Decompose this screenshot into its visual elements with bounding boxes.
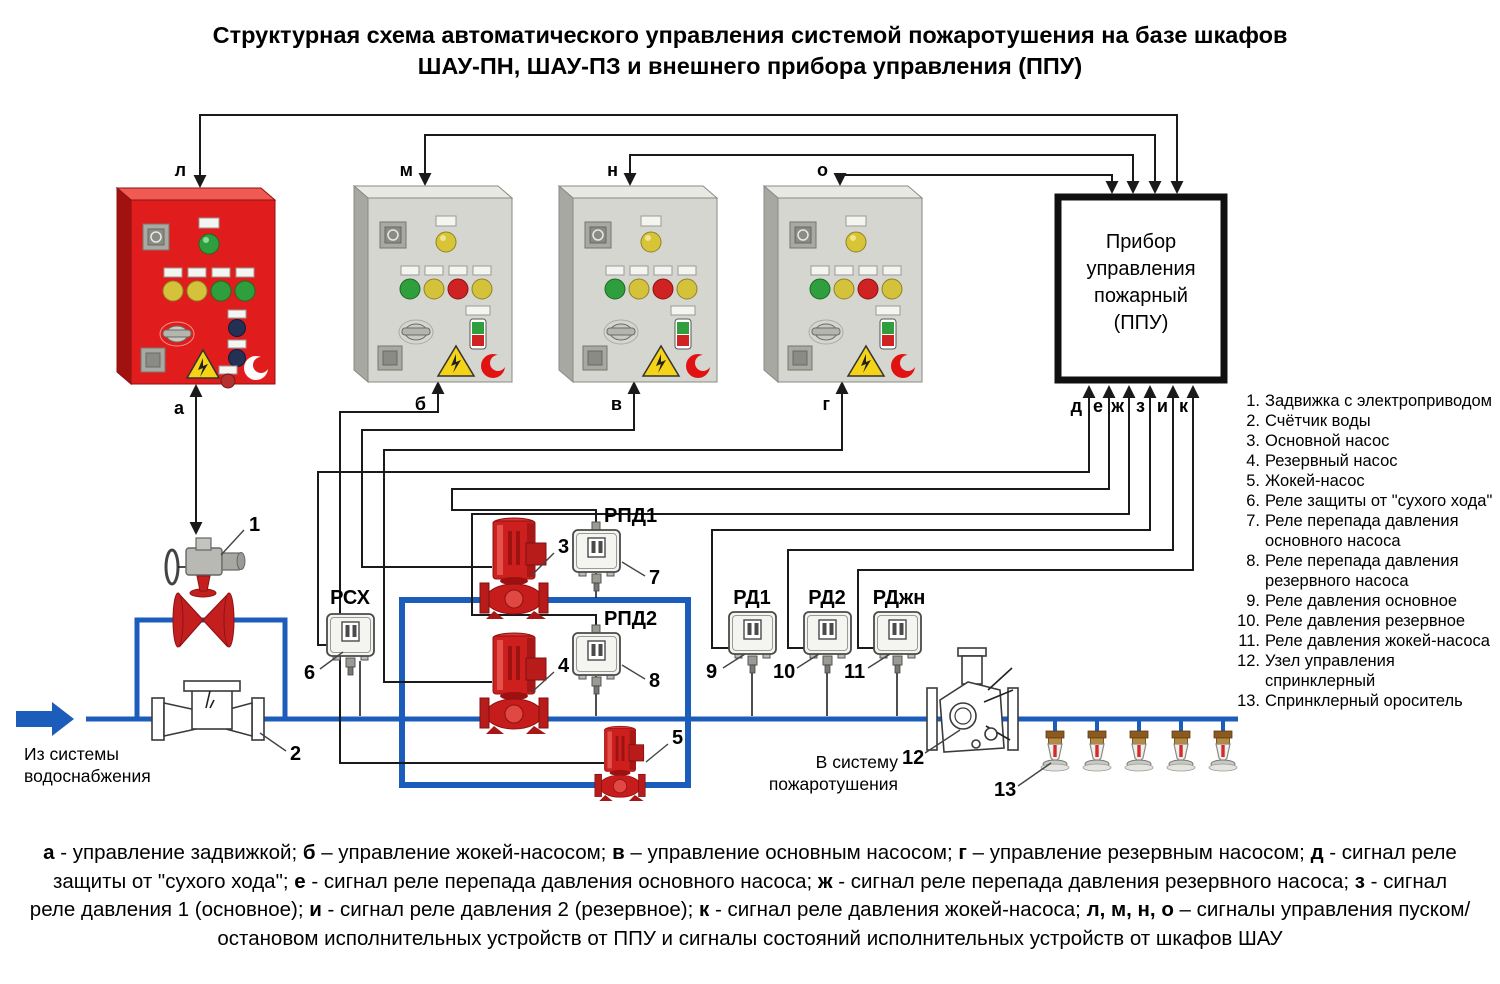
rsx-label: РСХ <box>330 587 370 609</box>
note-text: - сигнал реле перепада давления основного насоса; <box>305 869 818 893</box>
label-o: о <box>817 160 828 180</box>
legend-item-text: Спринклерный ороситель <box>1265 692 1463 710</box>
sprinkler-2 <box>1083 718 1111 771</box>
legend-item-text: Реле защиты от "сухого хода" <box>1265 492 1493 510</box>
legend-item-number: 4. <box>1246 452 1260 470</box>
to-fire-line-2: пожаротушения <box>768 774 898 794</box>
bottom-note <box>28 839 1472 953</box>
label-v: в <box>610 394 622 414</box>
legend-item-text: Узел управления спринклерный <box>1265 652 1395 690</box>
note-text: - сигнал реле защиты от "сухого хода"; <box>52 841 1457 893</box>
note-text: - сигнал реле давления 1 (основное); <box>29 869 1448 921</box>
ppu-line-3: пожарный <box>1094 285 1188 307</box>
callout-7: 7 <box>649 567 661 589</box>
legend-item-number: 1. <box>1246 392 1260 410</box>
label-l: л <box>174 160 186 180</box>
label-g: г <box>822 394 830 414</box>
legend-item-12 <box>1230 651 1494 691</box>
note-signal-letter: б <box>302 841 316 864</box>
note-signal-letter: е <box>294 869 306 893</box>
note-signal-letter: д <box>1310 841 1324 864</box>
legend-item-4 <box>1230 451 1494 471</box>
legend-item-number: 12. <box>1237 652 1260 670</box>
legend-item-text: Реле давления резервное <box>1265 612 1466 630</box>
legend-item-10 <box>1230 611 1494 631</box>
legend-item-5 <box>1230 471 1494 491</box>
legend-item-number: 11. <box>1238 632 1260 650</box>
legend-item-text: Реле перепада давления основного насоса <box>1265 512 1459 550</box>
label-k: к <box>1178 396 1188 416</box>
callout-8: 8 <box>649 670 661 692</box>
label-m: м <box>399 160 413 180</box>
note-signal-letter: к <box>699 898 710 921</box>
note-text: – управление жокей-насосом; <box>315 841 613 864</box>
callout-12: 12 <box>902 747 925 769</box>
note-text: – сигналы управления пуском/остановом исполнительных устройств от ППУ и сигналы состояний исполнительных устройств от шкафов ШАУ <box>217 898 1471 950</box>
legend-item-6 <box>1230 491 1494 511</box>
callout-4: 4 <box>558 655 570 677</box>
note-text: - сигнал реле давления 2 (резервное); <box>321 898 699 921</box>
title-line-2: ШАУ-ПН, ШАУ-ПЗ и внешнего прибора управления (ППУ) <box>417 53 1083 79</box>
title-line-1: Структурная схема автоматического управления системой пожаротушения на базе шкафов <box>212 22 1288 48</box>
to-fire-line-1: В систему <box>815 752 898 772</box>
wire-z-rd1 <box>712 387 1150 648</box>
rpd2-relay <box>573 608 657 694</box>
legend-item-text: Резервный насос <box>1265 452 1398 470</box>
legend-item-number: 7. <box>1246 512 1260 530</box>
sprinkler-5 <box>1209 718 1237 771</box>
label-b: б <box>414 394 426 414</box>
rpd1-label: РПД1 <box>604 505 658 527</box>
bus-line-m <box>425 135 1155 192</box>
rd1-label: РД1 <box>733 587 771 609</box>
cabinet-shau-b <box>354 186 512 382</box>
water-inlet-arrow <box>16 702 74 736</box>
sprinkler-4 <box>1167 718 1195 771</box>
note-text: – управление основным насосом; <box>624 841 959 864</box>
label-e: е <box>1092 396 1103 416</box>
note-text: - сигнал реле перепада давления резервного насоса; <box>832 869 1355 893</box>
callout-6: 6 <box>304 662 316 684</box>
legend-item-number: 13. <box>1237 692 1260 710</box>
motorized-valve <box>166 538 245 647</box>
legend <box>1230 391 1494 711</box>
rdzh-label: РДжн <box>872 587 926 609</box>
callout-10: 10 <box>773 661 796 683</box>
note-signal-letter: и <box>309 898 322 921</box>
callout-13: 13 <box>994 779 1017 801</box>
callout-2: 2 <box>290 743 302 765</box>
label-n: н <box>607 160 618 180</box>
ppu-line-4: (ППУ) <box>1113 312 1169 334</box>
note-text: – управление резервным насосом; <box>966 841 1311 864</box>
legend-item-text: Реле давления основное <box>1265 592 1458 610</box>
note-signal-letter: г <box>958 841 967 864</box>
rsx-relay <box>327 587 374 675</box>
from-water-line-2: водоснабжения <box>24 766 151 786</box>
cabinet-shau-v <box>559 186 717 382</box>
legend-item-number: 8. <box>1246 552 1260 570</box>
legend-item-11 <box>1230 631 1494 651</box>
legend-item-2 <box>1230 411 1494 431</box>
note-text: - сигнал реле давления жокей-насоса; <box>709 898 1087 921</box>
ppu-box <box>1058 197 1224 380</box>
legend-item-text: Основной насос <box>1265 432 1390 450</box>
note-signal-letter: ж <box>817 869 833 893</box>
legend-item-9 <box>1230 591 1494 611</box>
legend-item-text: Счётчик воды <box>1265 412 1371 430</box>
label-zh: ж <box>1111 396 1124 416</box>
label-i: и <box>1156 396 1168 416</box>
ppu-line-1: Прибор <box>1105 231 1177 253</box>
legend-item-text: Реле перепада давления резервного насоса <box>1265 552 1459 590</box>
water-counter <box>152 681 264 740</box>
callout-9: 9 <box>706 661 718 683</box>
note-signal-letter: в <box>612 841 625 864</box>
note-signal-letter: а <box>43 841 55 864</box>
rd2-label: РД2 <box>808 587 846 609</box>
ppu-line-2: управления <box>1086 258 1196 280</box>
callout-1: 1 <box>249 514 261 536</box>
legend-item-number: 9. <box>1246 592 1260 610</box>
callout-11: 11 <box>844 661 866 683</box>
legend-item-number: 6. <box>1246 492 1260 510</box>
wire-e-rpd1 <box>452 387 1109 528</box>
label-a: а <box>173 398 184 418</box>
sprinkler-1 <box>1041 718 1069 771</box>
rpd1-relay <box>573 505 657 591</box>
callout-3: 3 <box>558 536 570 558</box>
legend-item-13 <box>1230 691 1494 711</box>
legend-item-number: 3. <box>1246 432 1260 450</box>
legend-item-text: Жокей-насос <box>1265 472 1365 490</box>
legend-item-text: Задвижка с электроприводом <box>1265 392 1493 410</box>
legend-item-number: 5. <box>1246 472 1260 490</box>
legend-item-number: 2. <box>1246 412 1260 430</box>
legend-item-8 <box>1230 551 1494 591</box>
reserve-pump <box>480 633 548 734</box>
note-signal-letter: л, м, н, о <box>1086 898 1174 921</box>
note-text: - управление задвижкой; <box>54 841 303 864</box>
legend-item-number: 10. <box>1237 612 1260 630</box>
sprinkler-3 <box>1125 718 1153 771</box>
bus-line-l <box>200 115 1177 192</box>
sprinkler-control-unit <box>927 648 1018 752</box>
rpd2-label: РПД2 <box>604 608 658 630</box>
wire-i-rd2 <box>788 387 1173 648</box>
from-water-line-1: Из системы <box>24 744 119 764</box>
cabinet-shau-g <box>764 186 922 382</box>
callout-5: 5 <box>672 727 684 749</box>
label-z: з <box>1136 396 1145 416</box>
cabinet-shau-a <box>117 188 275 388</box>
legend-item-3 <box>1230 431 1494 451</box>
legend-item-7 <box>1230 511 1494 551</box>
wire-d-rsx <box>318 387 1089 645</box>
label-d: д <box>1070 396 1082 416</box>
note-signal-letter: з <box>1354 869 1365 893</box>
legend-item-text: Реле давления жокей-насоса <box>1265 632 1490 650</box>
legend-item-1 <box>1230 391 1494 411</box>
